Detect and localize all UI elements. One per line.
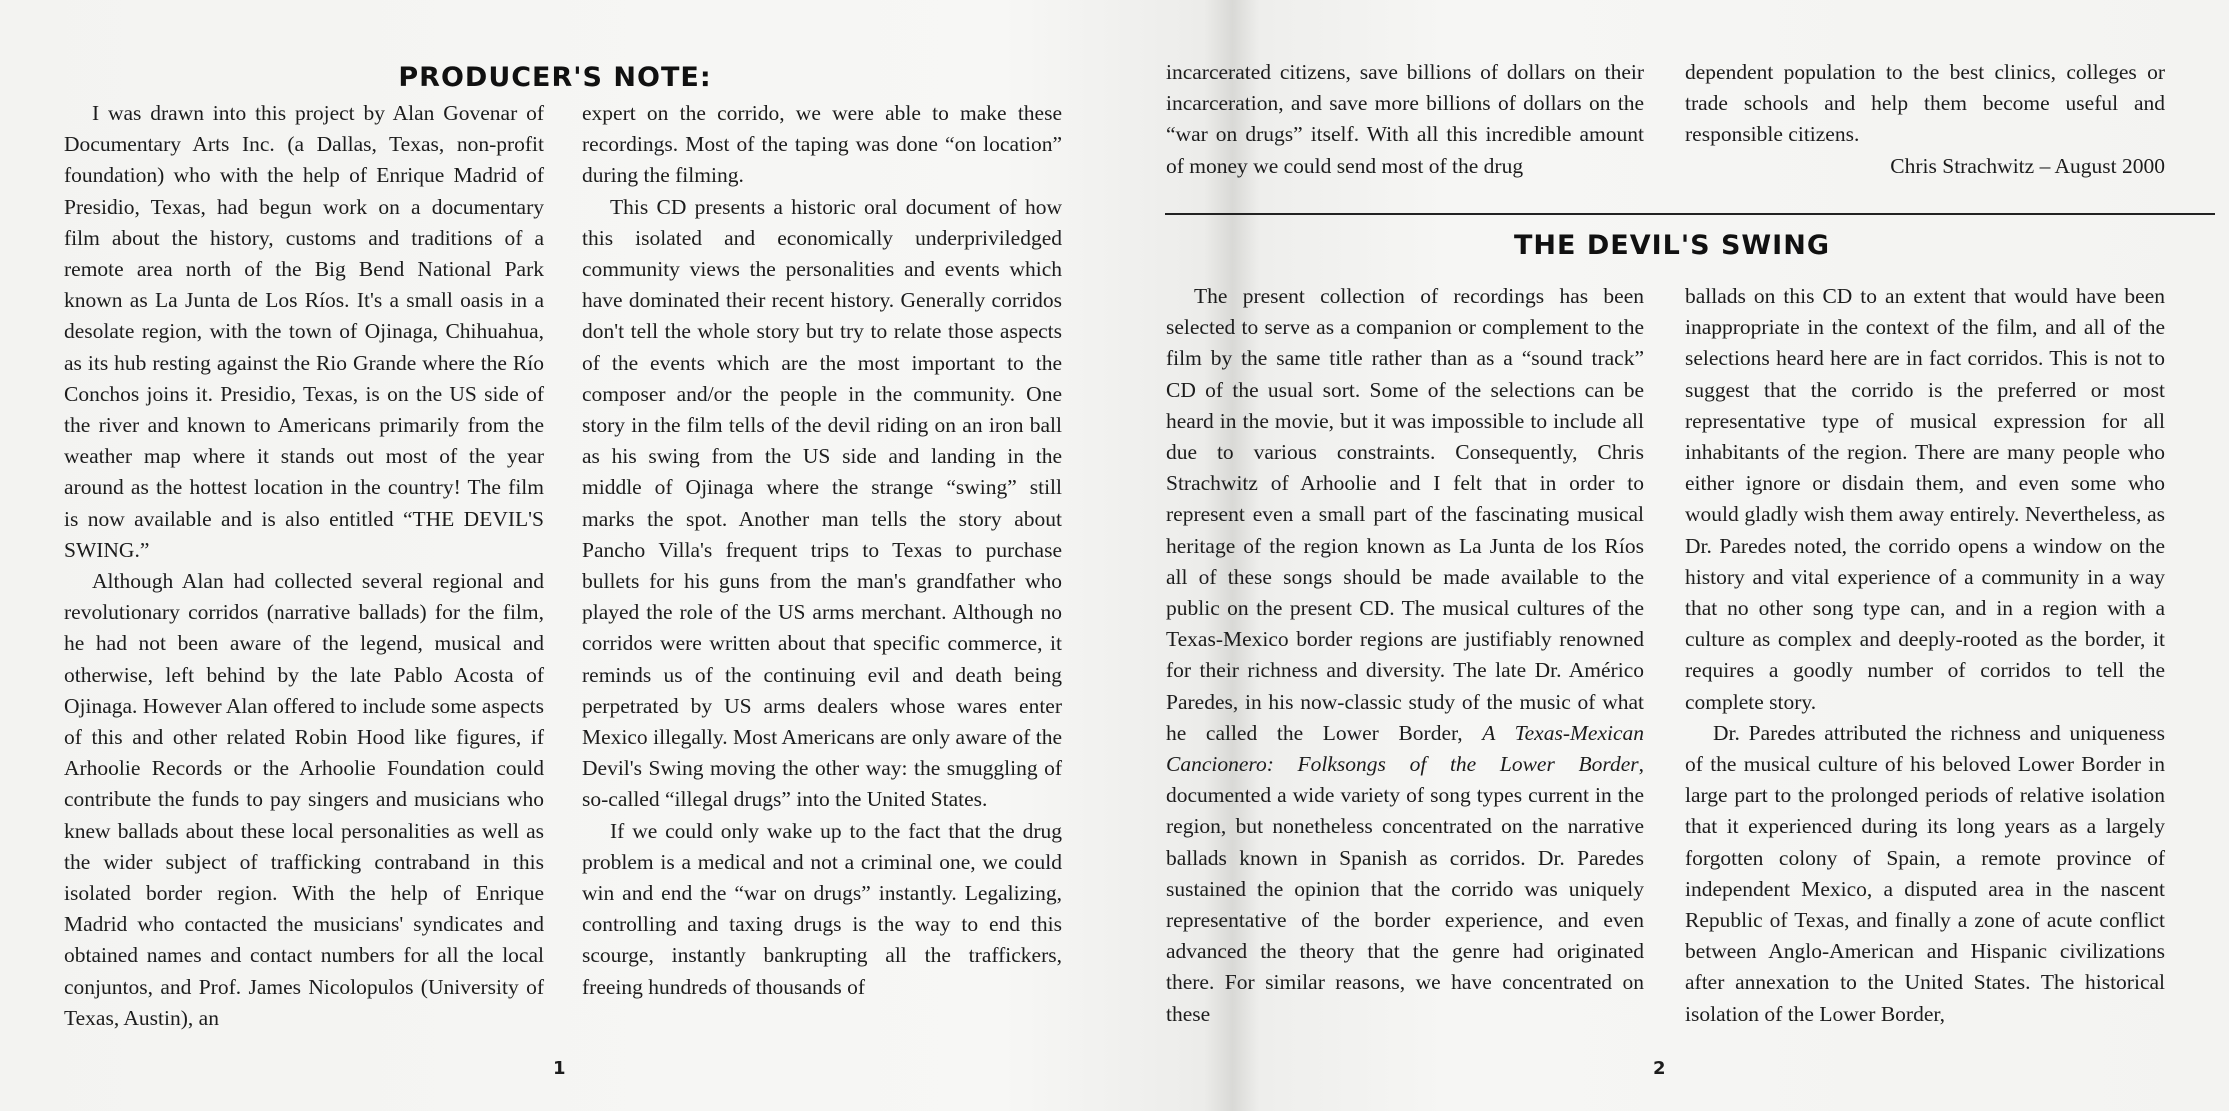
paragraph: I was drawn into this project by Alan Govenar of Documentary Arts Inc. (a Dallas, Texas, non-profit foundation) who with the help of Enrique Madrid of Presidio, Texas, had begun work on a documentary film about the history, customs and traditions of a remote area north of the Big Bend National Park known as La Junta de Los Ríos. It's a small oasis in a desolate region, with the town of Ojinaga, Chihuahua, as its hub resting against the Rio Grande where the Río Conchos joins it. Presidio, Texas, is on the US side of the river and known to Americans primarily from the weather map where it stands out most of the year around as the hottest location in the country! The film is now available and is also entitled “THE DEVIL'S SWING.” [64,101,544,562]
page-number: 2 [1653,1058,1666,1079]
paragraph-continued: incarcerated citizens, save billions of dollars on their incarceration, and save more billions of dollars on the “war on drugs” itself. With all this incredible amount of money we could send most of the drug [1166,60,1644,178]
right-column-1 [1166,281,1644,1030]
section-divider [1165,213,2215,215]
paragraph: Dr. Paredes attributed the richness and uniqueness of the musical culture of his beloved Lower Border in large part to the prolonged periods of relative isolation that it experienced during its long years as a largely forgotten colony of Spain, a remote province of independent Mexico, a disputed area in the nascent Republic of Texas, and finally a zone of acute conflict between Anglo-American and Hispanic civilizations after annexation to the United States. The historical isolation of the Lower Border, [1685,720,2165,1026]
paragraph-continued: expert on the corrido, we were able to make these recordings. Most of the taping was done “on location” during the filming. [582,101,1062,188]
right-top-column-2 [1685,57,2165,182]
paragraph-text: , documented a wide variety of song types current in the region, but nonetheless concentrated on the narrative ballads known in Spanish as corridos. Dr. Paredes sustained the opinion that the corrido was uniquely representative of the border experience, and even advanced the theory that the genre had originated there. For similar reasons, we have concentrated on these [1166,752,1644,1026]
right-column-2 [1685,281,2165,1030]
paragraph: This CD presents a historic oral document of how this isolated and economically underpriviledged community views the personalities and events which have dominated their recent history. Generally corridos don't tell the whole story but try to relate those aspects of the events which are the most important to the composer and/or the people in the community. One story in the film tells of the devil riding on an iron ball as his swing from the US side and landing in the middle of Ojinaga where the strange “swing” still marks the spot. Another man tells the story about Pancho Villa's frequent trips to Texas to purchase bullets for his guns from the man's grandfather who played the role of the US arms merchant. Although no corridos were written about that specific commerce, it reminds us of the continuing evil and death being perpetrated by US arms dealers whose wares enter Mexico illegally. Most Americans are only aware of the Devil's Swing moving the other way: the smuggling of so-called “illegal drugs” into the United States. [582,194,1062,812]
paragraph: If we could only wake up to the fact that the drug problem is a medical and not a criminal one, we could win and end the “war on drugs” instantly. Legalizing, controlling and taxing drugs is the way to end this scourge, instantly bankrupting all the traffickers, freeing hundreds of thousands of [582,818,1062,999]
left-column-2 [582,98,1062,1003]
book-title: A Texas-Mexican Cancionero: Folksongs of the Lower Border [1166,720,1645,777]
paragraph-continued: dependent population to the best clinics, colleges or trade schools and help them become useful and responsible citizens. [1685,60,2165,147]
paragraph: Although Alan had collected several regional and revolutionary corridos (narrative ballads) for the film, he had not been aware of the legend, musical and otherwise, left behind by the late Pablo Acosta of Ojinaga. However Alan offered to include some aspects of this and other related Robin Hood like figures, if Arhoolie Records or the Arhoolie Foundation could contribute the funds to pay singers and musicians who knew ballads about these local personalities as well as the wider subject of trafficking contraband in this isolated border region. With the help of Enrique Madrid who contacted the musicians' syndicates and obtained names and contact numbers for all the local conjuntos, and Prof. James Nicolopulos (University of Texas, Austin), an [64,569,544,1030]
producers-note-heading: PRODUCER'S NOTE: [398,62,712,93]
left-page [0,0,1110,1111]
paragraph-continued: ballads on this CD to an extent that would have been inappropriate in the context of the film, and all of the selections heard here are in fact corridos. This is not to suggest that the corrido is the preferred or most representative type of musical expression for all inhabitants of the region. There are many people who either ignore or disdain them, and even some who would gladly wish them away entirely. Nevertheless, as Dr. Paredes noted, the corrido opens a window on the history and vital experience of a community in a way that no other song type can, and in a region with a culture as complex and deeply-rooted as the border, it requires a goodly number of corridos to tell the complete story. [1685,284,2165,714]
paragraph [1166,281,1644,1030]
paragraph-text: The present collection of recordings has been selected to serve as a companion or complement to the film by the same title rather than as a “sound track” CD of the usual sort. Some of the selections can be heard in the movie, but it was impossible to include all due to various constraints. Consequently, Chris Strachwitz of Arhoolie and I felt that in order to represent even a small part of the fascinating musical heritage of the region known as La Junta de los Ríos all of these songs should be made available to the public on the present CD. The musical cultures of the Texas-Mexico border regions are justifiably renowned for their richness and diversity. The late Dr. Américo Paredes, in his now-classic study of the music of what he called the Lower Border, [1166,284,1644,745]
devils-swing-heading: THE DEVIL'S SWING [1513,230,1830,261]
page-number: 1 [553,1058,566,1079]
right-page [1115,0,2229,1111]
signature: Chris Strachwitz – August 2000 [1890,153,2165,178]
left-column-1 [64,98,544,1034]
right-top-column-1 [1166,57,1644,182]
